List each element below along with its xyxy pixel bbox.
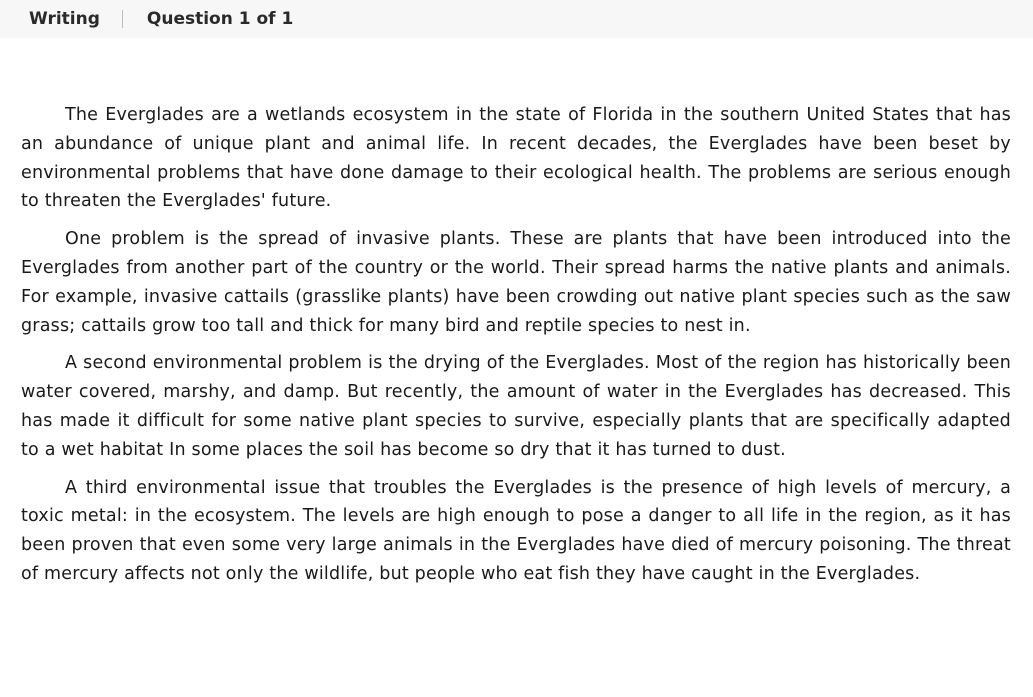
reading-passage xyxy=(21,101,1011,667)
passage-paragraph-2: One problem is the spread of invasive plants. These are plants that have been introduced into the Everglades from another part of the country or the world. Their spread harms the native plants and animals. For example, invasive cattails (grasslike plants) have been crowding out native plant species such as the saw grass; cattails grow too tall and thick for many bird and reptile species to nest in. xyxy=(21,229,1011,336)
question-counter: Question 1 of 1 xyxy=(146,9,294,29)
header-bar xyxy=(0,0,1033,38)
section-title: Writing xyxy=(29,9,100,29)
passage-paragraph-4: A third environmental issue that troubles the Everglades is the presence of high levels of mercury, a toxic metal: in the ecosystem. The levels are high enough to pose a danger to all life in the region, as it has been proven that even some very large animals in the Everglades have died of mercury poisoning. The threat of mercury affects not only the wildlife, but people who eat fish they have caught in the Everglades. xyxy=(21,477,1011,584)
passage-paragraph-3: A second environmental problem is the drying of the Everglades. Most of the region has historically been water covered, marshy, and damp. But recently, the amount of water in the Everglades has decreased. This has made it difficult for some native plant species to survive, especially plants that are specifically adapted to a wet habitat In some places the soil has become so dry that it has turned to dust. xyxy=(21,353,1011,460)
passage-paragraph-1: The Everglades are a wetlands ecosystem in the state of Florida in the southern United States that has an abundance of unique plant and animal life. In recent decades, the Everglades have been beset by environmental problems that have done damage to their ecological health. The problems are serious enough to threaten the Everglades' future. xyxy=(21,105,1011,212)
header-divider xyxy=(122,10,123,28)
